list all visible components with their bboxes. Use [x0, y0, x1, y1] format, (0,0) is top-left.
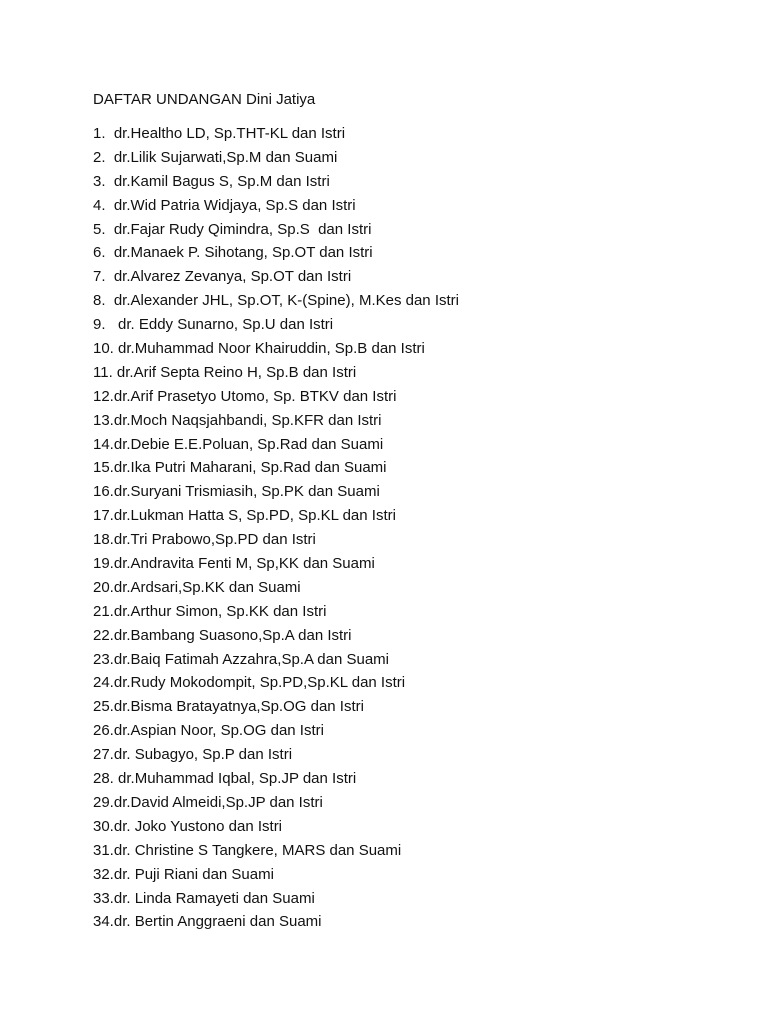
list-item: 26.dr.Aspian Noor, Sp.OG dan Istri: [93, 722, 324, 740]
list-item: 7. dr.Alvarez Zevanya, Sp.OT dan Istri: [93, 268, 352, 286]
list-item: 17.dr.Lukman Hatta S, Sp.PD, Sp.KL dan Istri: [93, 507, 396, 525]
list-item: 14.dr.Debie E.E.Poluan, Sp.Rad dan Suami: [93, 435, 384, 453]
list-item: 24.dr.Rudy Mokodompit, Sp.PD,Sp.KL dan Istri: [93, 674, 406, 692]
list-item: 23.dr.Baiq Fatimah Azzahra,Sp.A dan Suami: [93, 650, 390, 668]
list-item: 11. dr.Arif Septa Reino H, Sp.B dan Istri: [93, 363, 357, 381]
list-item: 30.dr. Joko Yustono dan Istri: [93, 817, 283, 835]
invitee-list: [93, 122, 748, 934]
list-item: 29.dr.David Almeidi,Sp.JP dan Istri: [93, 793, 323, 811]
list-item: 6. dr.Manaek P. Sihotang, Sp.OT dan Istri: [93, 244, 373, 262]
list-item: 33.dr. Linda Ramayeti dan Suami: [93, 889, 315, 907]
list-item: 1. dr.Healtho LD, Sp.THT-KL dan Istri: [93, 125, 346, 142]
list-item: 18.dr.Tri Prabowo,Sp.PD dan Istri: [93, 531, 316, 549]
list-item: 34.dr. Bertin Anggraeni dan Suami: [93, 913, 322, 931]
list-item: 21.dr.Arthur Simon, Sp.KK dan Istri: [93, 602, 327, 620]
list-item: 4. dr.Wid Patria Widjaya, Sp.S dan Istri: [93, 196, 356, 214]
list-item: 19.dr.Andravita Fenti M, Sp,KK dan Suami: [93, 555, 375, 573]
list-item: 28. dr.Muhammad Iqbal, Sp.JP dan Istri: [93, 770, 357, 788]
list-item: 9. dr. Eddy Sunarno, Sp.U dan Istri: [93, 316, 334, 334]
document-title: DAFTAR UNDANGAN Dini Jatiya: [93, 91, 316, 108]
list-item: 2. dr.Lilik Sujarwati,Sp.M dan Suami: [93, 148, 338, 166]
list-item: 5. dr.Fajar Rudy Qimindra, Sp.S dan Istri: [93, 220, 372, 238]
list-item: 20.dr.Ardsari,Sp.KK dan Suami: [93, 578, 301, 596]
list-item: 15.dr.Ika Putri Maharani, Sp.Rad dan Suami: [93, 459, 387, 477]
list-item: 31.dr. Christine S Tangkere, MARS dan Suami: [93, 841, 402, 859]
list-item: 10. dr.Muhammad Noor Khairuddin, Sp.B dan Istri: [93, 340, 425, 358]
list-item: 32.dr. Puji Riani dan Suami: [93, 865, 274, 883]
list-item: 25.dr.Bisma Bratayatnya,Sp.OG dan Istri: [93, 698, 364, 716]
list-item: 16.dr.Suryani Trismiasih, Sp.PK dan Suami: [93, 483, 380, 501]
list-item: 8. dr.Alexander JHL, Sp.OT, K-(Spine), M.Kes dan Istri: [93, 292, 459, 310]
list-item: 13.dr.Moch Naqsjahbandi, Sp.KFR dan Istri: [93, 411, 382, 429]
list-item: 3. dr.Kamil Bagus S, Sp.M dan Istri: [93, 172, 330, 190]
list-item: 22.dr.Bambang Suasono,Sp.A dan Istri: [93, 626, 352, 644]
document-page: [93, 88, 748, 934]
list-item: 12.dr.Arif Prasetyo Utomo, Sp. BTKV dan Istri: [93, 387, 397, 405]
list-item: 27.dr. Subagyo, Sp.P dan Istri: [93, 746, 293, 764]
